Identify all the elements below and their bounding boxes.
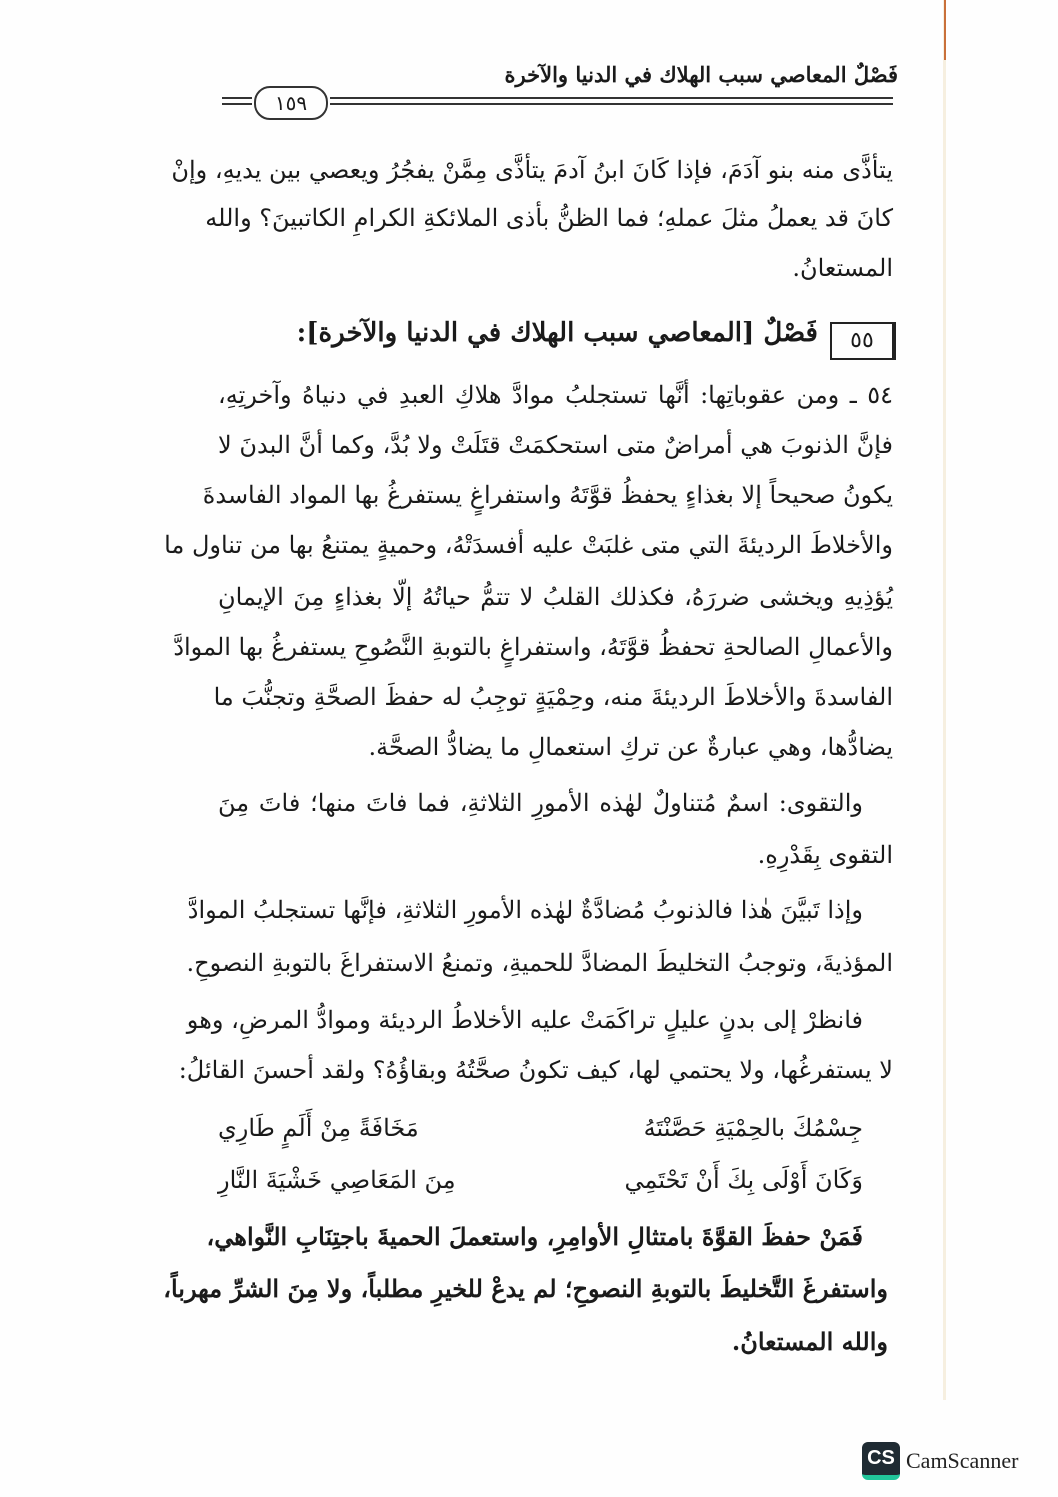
text-line: ٥٤ ـ ومن عقوباتِها: أنَّها تستجلبُ موادَّ هلاكِ العبدِ في دنياهُ وآخرتِهِ، xyxy=(218,381,893,409)
page-edge xyxy=(943,0,946,1400)
text-line: فانظرْ إلى بدنٍ عليلٍ تراكَمَتْ عليه الأخلاطُ الرديئة وموادُّ المرضِ، وهو xyxy=(186,1006,863,1034)
text-line: وإذا تَبيَّنَ هٰذا فالذنوبُ مُضادَّةٌ لهٰذه الأمورِ الثلاثةِ، فإنَّها تستجلبُ الموادَّ xyxy=(187,896,863,924)
text-line: فإنَّ الذنوبَ هي أمراضٌ متى استحكمَتْ قتَلَتْ ولا بُدَّ، وكما أنَّ البدنَ لا xyxy=(218,431,893,459)
camscanner-text: CamScanner xyxy=(906,1448,1019,1473)
verse-2-first: وَكَانَ أَوْلَى بِكَ أَنْ تَحْتَمِي xyxy=(624,1166,863,1194)
header-rule xyxy=(222,103,252,105)
page-edge-mark xyxy=(944,0,946,60)
text-line: يتأذَّى منه بنو آدَمَ، فإذا كَانَ ابنُ آدمَ يتأذَّى مِمَّنْ يفجُرُ ويعصي بين يديهِ، وإنْ xyxy=(171,156,893,184)
text-line: التقوى بِقَدْرِهِ. xyxy=(757,841,893,869)
header-rule xyxy=(330,97,893,99)
verse-1-first: جِسْمُكَ بالحِمْيَةِ حَصَّنْتَهُ xyxy=(643,1114,863,1142)
section-heading: فَصْلٌ [المعاصي سبب الهلاك في الدنيا والآخرة]: xyxy=(296,318,818,348)
text-line: كانَ قد يعملُ مثلَ عملهِ؛ فما الظنُّ بأذى الملائكةِ الكرامِ الكاتبينَ؟ والله xyxy=(205,204,893,232)
text-line: يكونُ صحيحاً إلا بغذاءٍ يحفظُ قوَّتَهُ واستفراغٍ يستفرغُ بها المواد الفاسدةَ xyxy=(202,481,893,509)
running-title: فَصْلٌ المعاصي سبب الهلاك في الدنيا والآخرة xyxy=(504,62,898,87)
text-line: يُؤذِيهِ ويخشى ضررَهُ، فكذلك القلبُ لا تتمُّ حياتُهُ إلّا بغذاءٍ مِنَ الإيمانِ xyxy=(218,583,893,611)
header-rule xyxy=(222,97,252,99)
verse-1-second: مَخَافَةً مِنْ أَلَمٍ طَارِي xyxy=(218,1114,419,1142)
section-number: ٥٥ xyxy=(830,322,896,360)
page-number: ١٥٩ xyxy=(254,86,328,120)
text-line: والأعمالِ الصالحةِ تحفظُ قوَّتَهُ، واستفراغٍ بالتوبةِ النَّصُوحِ يستفرغُ بها الموادَّ xyxy=(173,633,893,661)
text-line: المستعانُ. xyxy=(792,254,893,282)
text-line: الفاسدةَ والأخلاطَ الرديئةَ منه، وحِمْيَةٍ توجِبُ له حفظَ الصحَّةِ وتجنُّبَ ما xyxy=(213,683,893,711)
verse-2-second: مِنَ المَعَاصِي خَشْيَةَ النَّارِ xyxy=(218,1166,456,1194)
text-line: والتقوى: اسمٌ مُتناولٌ لهٰذه الأمورِ الثلاثةِ، فما فاتَ منها؛ فاتَ مِنَ xyxy=(218,789,863,817)
text-line: والله المستعانُ. xyxy=(731,1327,888,1356)
header-rule xyxy=(330,103,893,105)
verse-line-2 xyxy=(218,1160,863,1200)
camscanner-watermark xyxy=(862,1442,1018,1480)
text-line: والأخلاطَ الرديئةَ التي متى غلبَتْ عليه أفسدَتْهُ، وحميةٍ يمتنعُ بها من تناول ما xyxy=(164,531,893,559)
verse-line-1 xyxy=(218,1108,863,1148)
text-line: يضادُّها، وهي عبارةٌ عن تركِ استعمالِ ما يضادُّ الصحَّة. xyxy=(368,733,893,761)
text-line: المؤذيةَ، وتوجبُ التخليطَ المضادَّ للحميةِ، وتمنعُ الاستفراغَ بالتوبةِ النصوحِ. xyxy=(186,949,893,977)
text-line: فَمَنْ حفظَ القوَّةَ بامتثالِ الأوامِرِ، واستعملَ الحميةَ باجتِنَابِ النَّواهي، xyxy=(206,1222,863,1251)
text-line: لا يستفرغُها، ولا يحتمي لها، كيف تكونُ صحَّتُهُ وبقاؤُهُ؟ ولقد أحسنَ القائلُ: xyxy=(178,1056,893,1084)
text-line: واستفرغَ التَّخليطَ بالتوبةِ النصوحِ؛ لم يدعْ للخيرِ مطلباً، ولا مِنَ الشرِّ مهرباً، xyxy=(163,1274,888,1303)
camscanner-logo-icon: CS xyxy=(862,1442,900,1480)
